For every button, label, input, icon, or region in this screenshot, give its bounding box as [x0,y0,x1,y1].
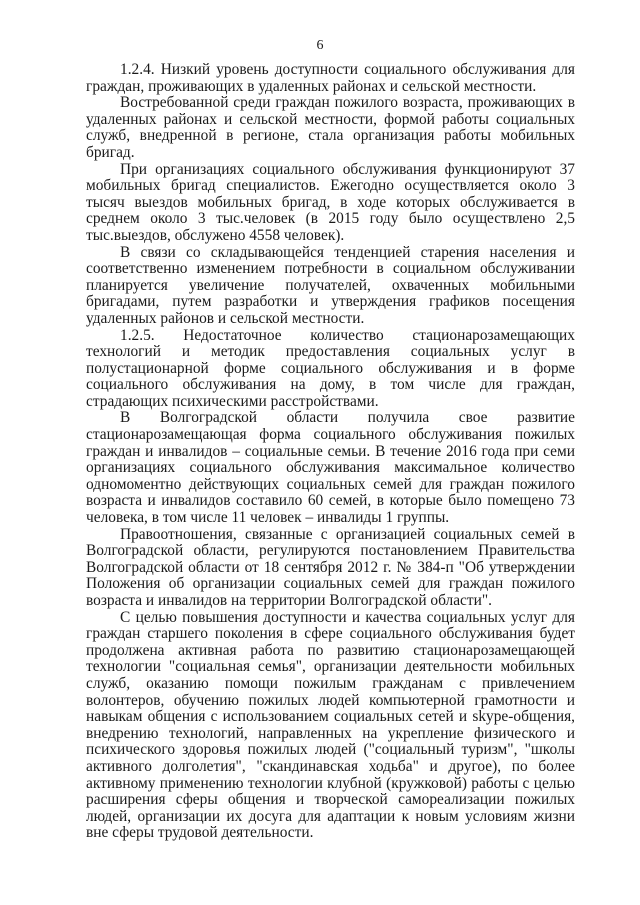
document-body [86,62,575,842]
page-number: 6 [316,38,324,53]
paragraph-mobile-brigades-stats: При организациях социального обслуживания функционируют 37 мобильных бригад специалистов. Ежегодно осуществляется около 3 тысяч выездов мобильных бригад, в ходе которых обслуживается в среднем около 3 тыс.человек (в 2015 году было осуществлено 2,5 тыс.выездов, обслужено 4558 человек). [86,160,575,244]
paragraph-future-work: С целью повышения доступности и качества социальных услуг для граждан старшего поколения в сфере социального обслуживания будет продолжена активная работа по развитию стационарозамещающей технологии "социальная семья", организации деятельности мобильных служб, оказанию помощи пожилым гражданам с привлечением волонтеров, обучению пожилых людей компьютерной грамотности и навыкам общения с использованием социальных сетей и skype-общения, внедрению технологий, направленных на укрепление физического и психического здоровья пожилых людей ("социальный туризм", "школы активного долголетия", "скандинавская ходьба" и другое), по более активному применению технологии клубной (кружковой) работы с целью расширения сферы общения и творческой самореализации пожилых людей, организации их досуга для адаптации к новым условиям жизни вне сферы трудовой деятельности. [86,608,575,842]
paragraph-legal-basis: Правоотношения, связанные с организацией социальных семей в Волгоградской области, регулируются постановлением Правительства Волгоградской области от 18 сентября 2012 г. № 384-п "Об утверждении Положения об организации социальных семей для граждан пожилого возраста и инвалидов на территории Волгоградской области". [86,525,575,609]
paragraph-social-families: В Волгоградской области получила свое развитие стационарозамещающая форма социального обслуживания пожилых граждан и инвалидов – социальные семьи. В течение 2016 года при семи организациях социального обслуживания максимальное количество одномоментно действующих социальных семей для граждан пожилого возраста и инвалидов составило 60 семей, в которые было помещено 73 человека, в том числе 11 человек – инвалиды 1 группы. [86,409,575,527]
paragraph-section-1-2-4-heading: 1.2.4. Низкий уровень доступности социального обслуживания для граждан, проживающих в удаленных районах и сельской местности. [86,61,575,95]
paragraph-aging-trend: В связи со складывающейся тенденцией старения населения и соответственно изменением потребности в социальном обслуживании планируется увеличение получателей, охваченных мобильными бригадами, путем разработки и утверждения графиков посещения удаленных районов и сельской местности. [86,243,575,327]
paragraph-mobile-brigades-intro: Востребованной среди граждан пожилого возраста, проживающих в удаленных районах и сельской местности, формой работы социальных служб, внедренной в регионе, стала организация работы мобильных бригад. [86,94,575,161]
paragraph-section-1-2-5-heading: 1.2.5. Недостаточное количество стационарозамещающих технологий и методик предоставления социальных услуг в полустационарной форме социального обслуживания и в форме социального обслуживания на дому, в том числе для граждан, страдающих психическими расстройствами. [86,326,575,410]
